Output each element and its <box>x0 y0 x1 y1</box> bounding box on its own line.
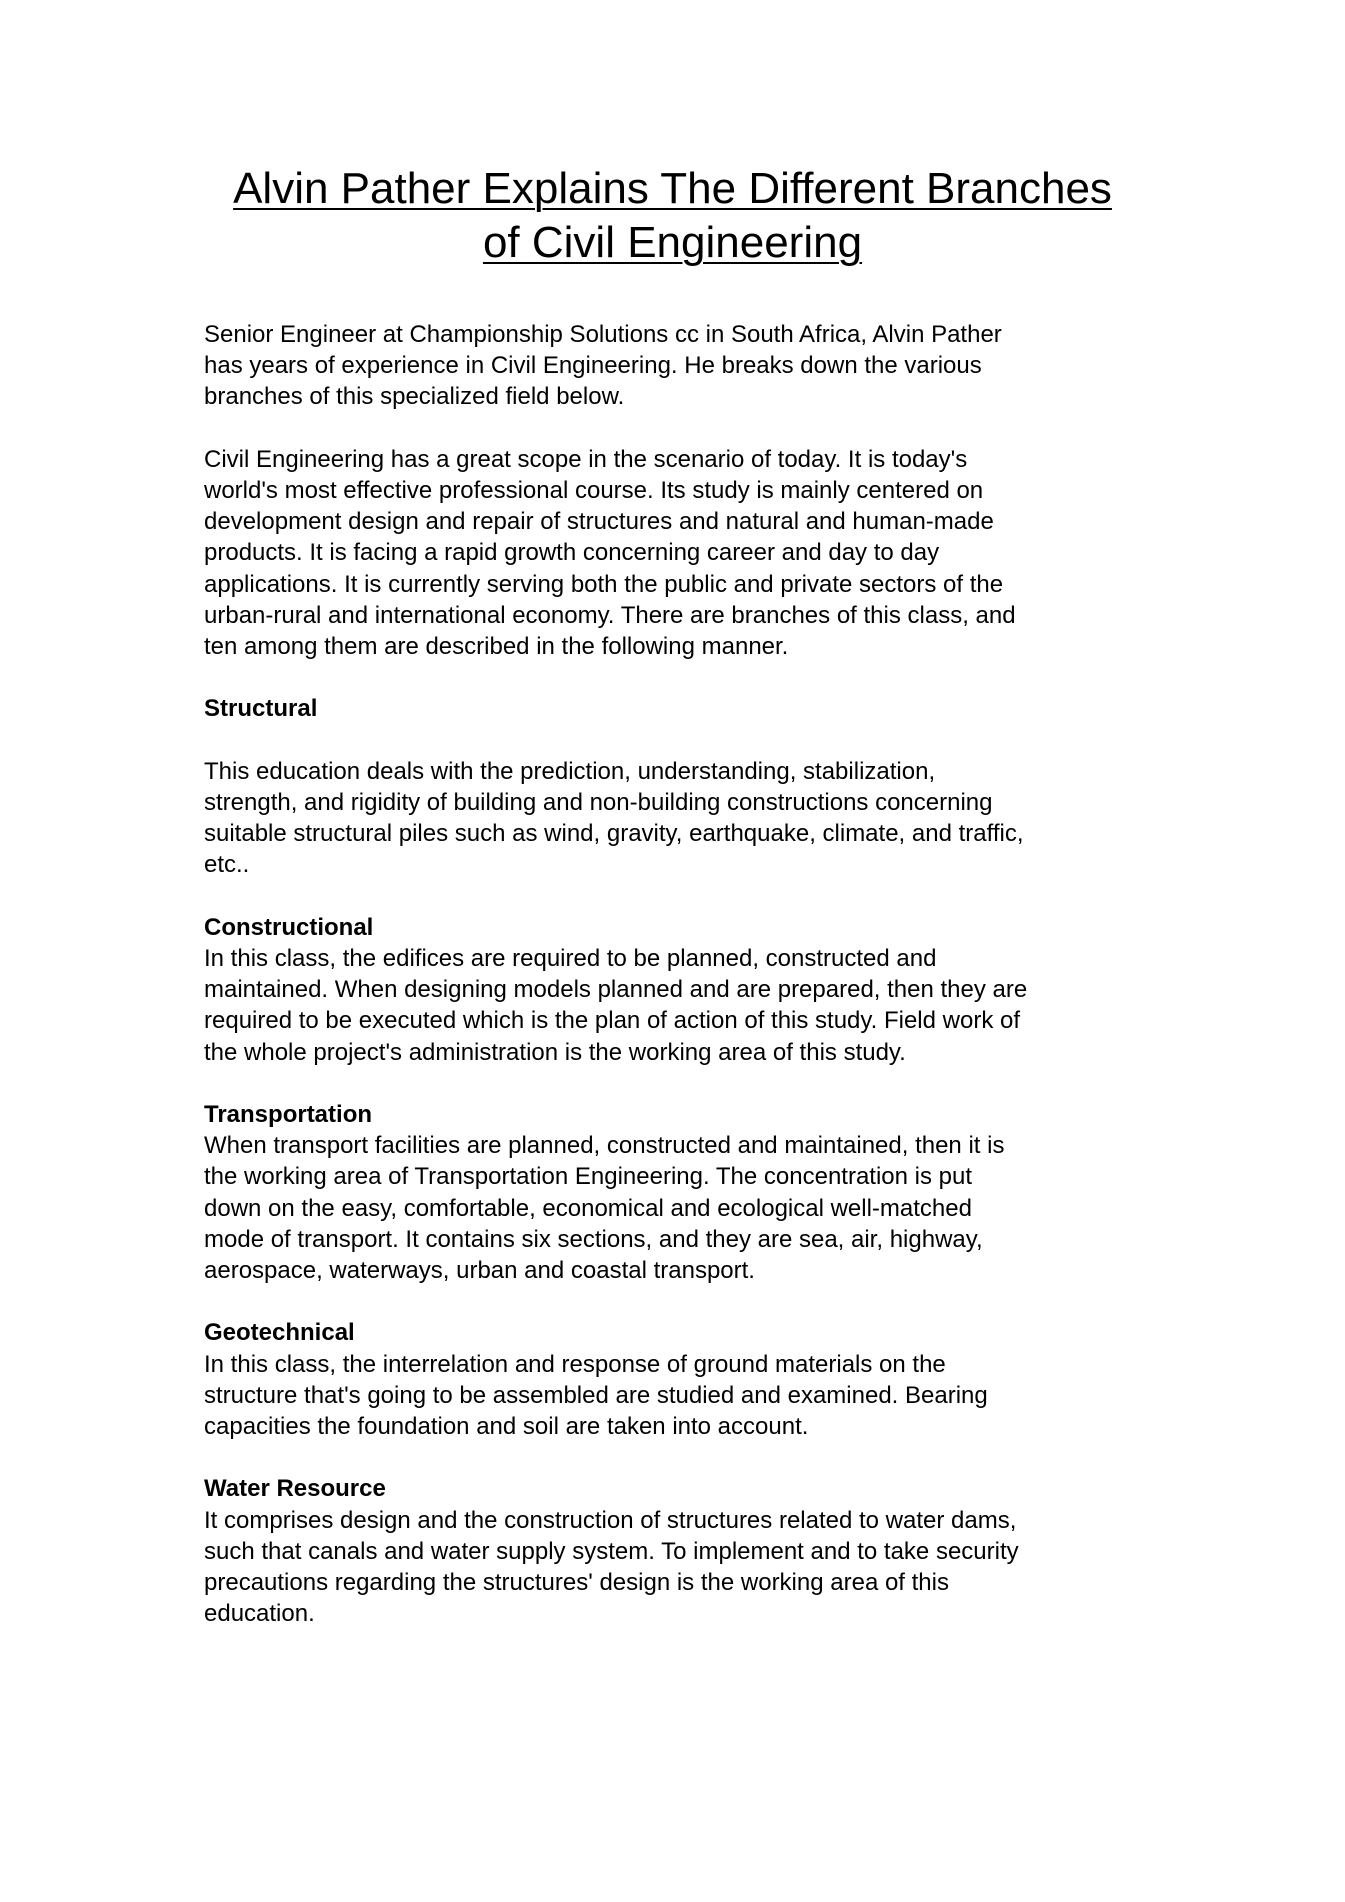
text-line: urban-rural and international economy. There are branches of this class, and <box>204 601 1016 629</box>
text-line: When transport facilities are planned, constructed and maintained, then it is <box>204 1132 1005 1160</box>
paragraph-spacer <box>204 413 1164 444</box>
section-structural <box>204 693 1164 880</box>
text-line: capacities the foundation and soil are taken into account. <box>204 1413 809 1441</box>
text-line: such that canals and water supply system. To implement and to take security <box>204 1537 1019 1565</box>
document-body <box>204 319 1164 1629</box>
text-line: products. It is facing a rapid growth concerning career and day to day <box>204 539 940 567</box>
section-constructional <box>204 912 1164 1068</box>
text-line: required to be executed which is the plan of action of this study. Field work of <box>204 1007 1020 1035</box>
text-line: etc.. <box>204 851 250 879</box>
text-line: Senior Engineer at Championship Solutions cc in South Africa, Alvin Pather <box>204 321 1002 348</box>
section-heading: Structural <box>204 695 318 723</box>
text-line: Civil Engineering has a great scope in the scenario of today. It is today's <box>204 445 968 473</box>
text-line: maintained. When designing models planned and are prepared, then they are <box>204 976 1028 1004</box>
section-geotechnical <box>204 1317 1164 1442</box>
paragraph-spacer <box>204 662 1164 693</box>
text-line: education. <box>204 1600 315 1628</box>
paragraph-spacer <box>204 725 1164 756</box>
paragraph-spacer <box>204 1286 1164 1317</box>
section-heading: Constructional <box>204 913 374 941</box>
text-line: down on the easy, comfortable, economical and ecological well-matched <box>204 1194 972 1222</box>
text-line: It comprises design and the construction of structures related to water dams, <box>204 1506 1017 1534</box>
text-line: applications. It is currently serving both the public and private sectors of the <box>204 570 1004 598</box>
intro-paragraph <box>204 319 1164 413</box>
text-line: This education deals with the prediction, understanding, stabilization, <box>204 757 936 785</box>
text-line: branches of this specialized field below. <box>204 383 625 411</box>
text-line: suitable structural piles such as wind, gravity, earthquake, climate, and traffic, <box>204 820 1024 848</box>
text-line: In this class, the edifices are required to be planned, constructed and <box>204 945 937 972</box>
section-water-resource <box>204 1473 1164 1629</box>
section-heading: Water Resource <box>204 1475 386 1503</box>
section-heading: Transportation <box>204 1101 373 1128</box>
title-line-2: of Civil Engineering <box>482 218 863 267</box>
text-line: the working area of Transportation Engineering. The concentration is put <box>204 1163 973 1191</box>
text-line: aerospace, waterways, urban and coastal transport. <box>204 1257 755 1285</box>
text-line: ten among them are described in the following manner. <box>204 633 789 661</box>
text-line: structure that's going to be assembled are studied and examined. Bearing <box>204 1381 988 1409</box>
text-line: world's most effective professional course. Its study is mainly centered on <box>204 477 984 504</box>
paragraph-spacer <box>204 881 1164 912</box>
text-line: development design and repair of structures and natural and human-made <box>204 508 994 536</box>
text-line: has years of experience in Civil Engineering. He breaks down the various <box>204 352 982 380</box>
section-heading: Geotechnical <box>204 1319 355 1347</box>
text-line: the whole project's administration is the working area of this study. <box>204 1038 906 1066</box>
text-line: mode of transport. It contains six sections, and they are sea, air, highway, <box>204 1225 983 1253</box>
paragraph-spacer <box>204 1442 1164 1473</box>
text-line: In this class, the interrelation and response of ground materials on the <box>204 1350 946 1378</box>
document-title <box>150 162 1195 270</box>
text-line: precautions regarding the structures' design is the working area of this <box>204 1569 949 1597</box>
title-line-1: Alvin Pather Explains The Different Branches <box>233 164 1112 213</box>
section-transportation <box>204 1099 1164 1286</box>
paragraph-spacer <box>204 1068 1164 1099</box>
text-line: strength, and rigidity of building and non-building constructions concerning <box>204 789 993 816</box>
overview-paragraph <box>204 444 1164 662</box>
